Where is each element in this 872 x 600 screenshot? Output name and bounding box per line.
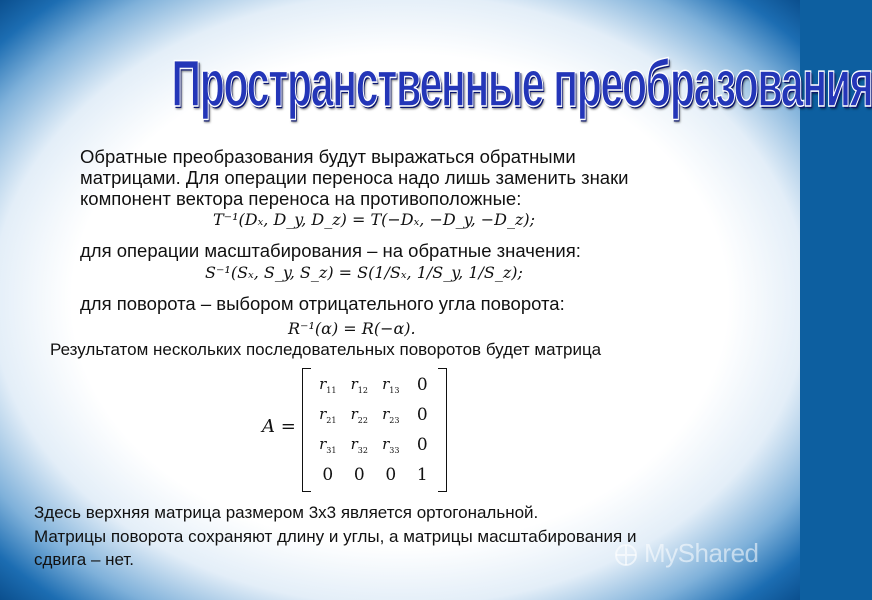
matrix-cell: $r_{11}$ bbox=[319, 375, 337, 395]
matrix-cells bbox=[312, 370, 438, 490]
formula-translation-inverse bbox=[213, 209, 535, 231]
rotation-matrix bbox=[262, 366, 452, 494]
matrix-cell: $r_{31}$ bbox=[319, 435, 337, 455]
matrix-lhs: A = bbox=[262, 416, 296, 437]
paragraph-rotation: для поворота – выбором отрицательного угла поворота: bbox=[80, 293, 565, 314]
matrix-left-bracket bbox=[302, 368, 311, 492]
matrix-cell: 0 bbox=[353, 465, 365, 485]
slide-title: Пространственные преобразования bbox=[171, 46, 872, 120]
paragraph-preserve-line1: Матрицы поворота сохраняют длину и углы, а матрицы масштабирования и bbox=[34, 527, 637, 546]
matrix-cell: $r_{21}$ bbox=[319, 405, 337, 425]
matrix-cell: 0 bbox=[416, 375, 428, 395]
matrix-cell: 0 bbox=[416, 405, 428, 425]
paragraph-preserve-line2: сдвига – нет. bbox=[34, 550, 135, 569]
myshared-logo-icon bbox=[612, 541, 640, 569]
formula-rotation-inverse bbox=[288, 318, 416, 340]
matrix-cell: $r_{13}$ bbox=[382, 375, 400, 395]
matrix-cell: $r_{33}$ bbox=[382, 435, 400, 455]
matrix-cell: 0 bbox=[385, 465, 397, 485]
paragraph-scaling: для операции масштабирования – на обратные значения: bbox=[80, 240, 581, 261]
formula-scaling-inverse bbox=[205, 262, 523, 284]
formula-rotation-text: R⁻¹(α) = R(−α). bbox=[288, 319, 416, 338]
formula-translation-text: T⁻¹(Dₓ, D_y, D_z) = T(−Dₓ, −D_y, −D_z); bbox=[213, 210, 536, 229]
matrix-cell: 0 bbox=[416, 435, 428, 455]
matrix-cell: $r_{22}$ bbox=[350, 405, 368, 425]
paragraph-inverse-line3: компонент вектора переноса на противоположные: bbox=[80, 188, 522, 209]
matrix-cell: 0 bbox=[322, 465, 334, 485]
paragraph-composite-rotation: Результатом нескольких последовательных поворотов будет матрица bbox=[50, 340, 602, 359]
watermark bbox=[612, 538, 759, 569]
matrix-cell: $r_{23}$ bbox=[382, 405, 400, 425]
watermark-text: MyShared bbox=[644, 538, 759, 568]
matrix-cell: $r_{12}$ bbox=[350, 375, 368, 395]
formula-scaling-text: S⁻¹(Sₓ, S_y, S_z) = S(1/Sₓ, 1/S_y, 1/S_z); bbox=[205, 263, 523, 282]
matrix-cell: $r_{32}$ bbox=[350, 435, 368, 455]
paragraph-inverse-line2: матрицами. Для операции переноса надо лишь заменить знаки bbox=[80, 167, 629, 188]
matrix-cell: 1 bbox=[416, 465, 428, 485]
matrix-right-bracket bbox=[438, 368, 447, 492]
paragraph-orthogonal: Здесь верхняя матрица размером 3х3 является ортогональной. bbox=[34, 503, 539, 522]
paragraph-inverse-line1: Обратные преобразования будут выражаться обратными bbox=[80, 146, 576, 167]
